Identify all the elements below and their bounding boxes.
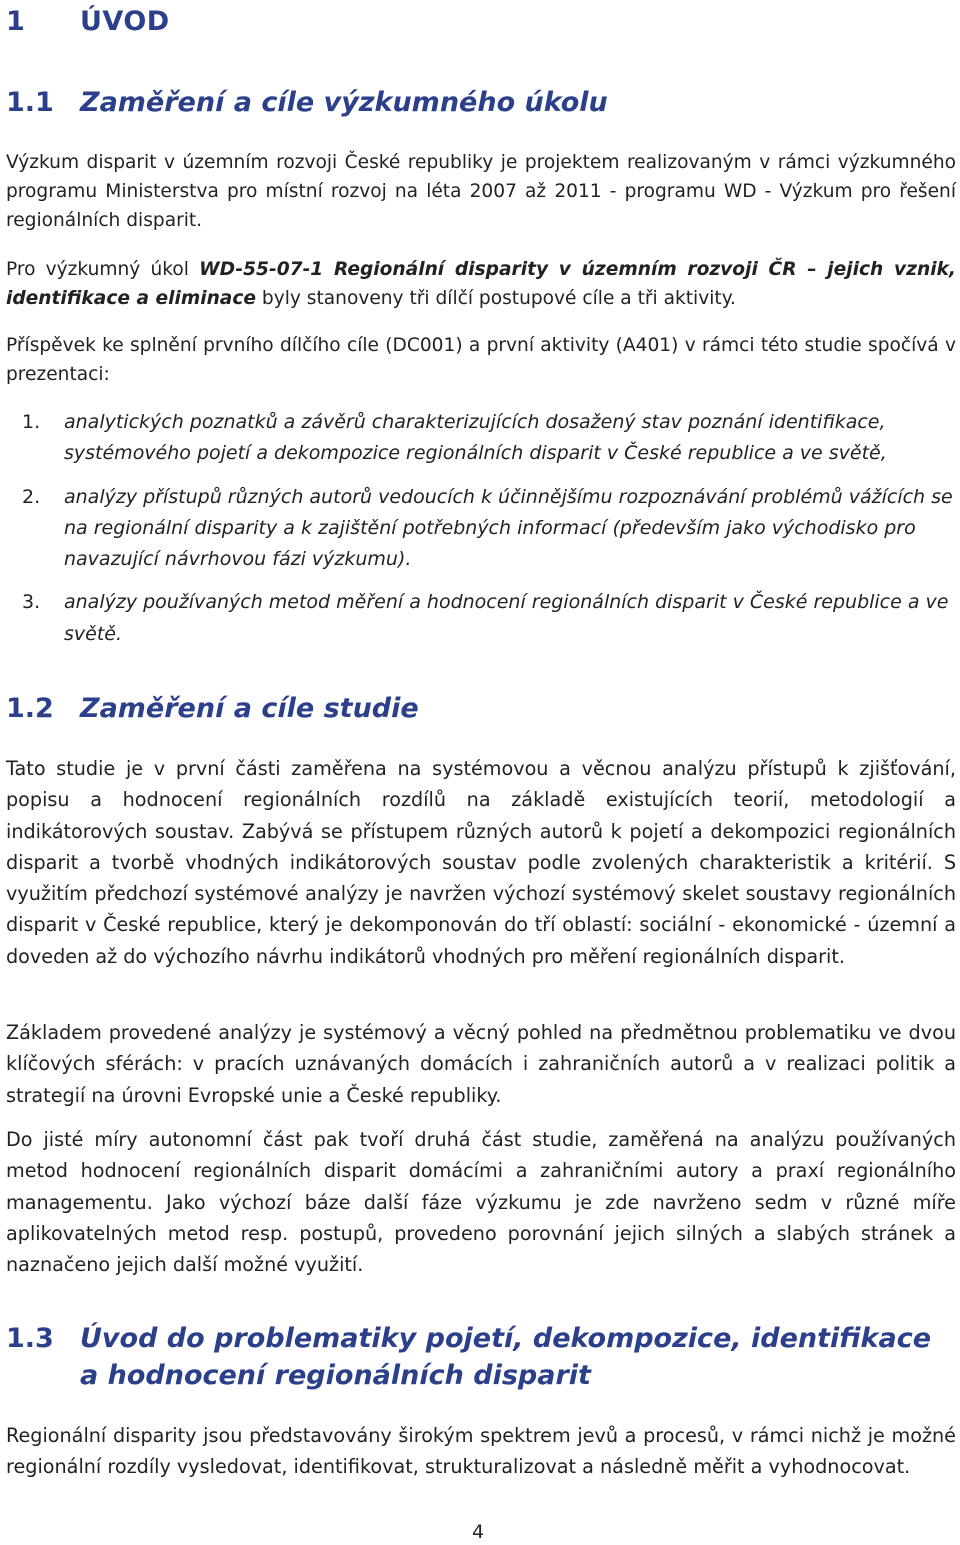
paragraph (6, 255, 956, 313)
list-number: 1. (22, 411, 41, 433)
list-number: 2. (22, 485, 41, 508)
project-title: WD-55-07-1 Regionální disparity v územním rozvoji ČR – jejich vznik, identifikace a eliminace (6, 259, 956, 309)
list-text: analytických poznatků a závěrů charakterizujících dosažený stav poznání identifikace, systémového pojetí a dekompozice regionálních disparit v České republice a ve světě, (64, 411, 887, 465)
paragraph: Základem provedené analýzy je systémový a věcný pohled na předmětnou problematiku ve dvou klíčových sférách: v pracích uznávaných domácích i zahraničních autorů a v realizaci politik a strategií na úrovni Evropské unie a České republiky. (6, 1021, 956, 1107)
list-item (6, 587, 956, 650)
paragraph: Do jisté míry autonomní část pak tvoří druhá část studie, zaměřená na analýzu používaných metod hodnocení regionálních disparit domácími a zahraničními autory a praxí regionálního managementu. Jako výchozí báze další fáze výzkumu je zde navrženo sedm v různé míře aplikovatelných metod resp. postupů, provedeno porovnání jejich silných a slabých stránek a naznačeno jejich další možné využití. (6, 1128, 956, 1277)
chapter-number: 1 (6, 6, 26, 37)
paragraph: Příspěvek ke splnění prvního dílčího cíle (DC001) a první aktivity (A401) v rámci této studie spočívá v prezentaci: (6, 335, 956, 385)
paragraph: Výzkum disparit v územním rozvoji České republiky je projektem realizovaným v rámci výzkumného programu Ministerstva pro místní rozvoj na léta 2007 až 2011 - programu WD - Výzkum pro řešení regionálních disparit. (6, 152, 956, 231)
paragraph-text: Pro výzkumný úkol (6, 259, 200, 280)
list-number: 3. (22, 591, 41, 614)
section-heading-1-2 (6, 690, 940, 727)
paragraph-text: byly stanoveny tři dílčí postupové cíle a tři aktivity. (256, 288, 736, 309)
list-item (6, 482, 956, 576)
section-heading-1-3 (6, 1320, 940, 1394)
section-title: Úvod do problematiky pojetí, dekompozice, identifikace a hodnocení regionálních disparit (80, 1323, 932, 1391)
section-number: 1.2 (6, 693, 54, 724)
list-text: analýzy přístupů různých autorů vedoucích k účinnějšímu rozpoznávání problémů vážících se na regionální disparity a k zajištění potřebných informací (především jako východisko pro navazující návrhovou fázi výzkumu). (64, 485, 953, 571)
chapter-title: ÚVOD (80, 6, 170, 37)
page-number: 4 (472, 1521, 485, 1543)
list-item (6, 407, 956, 470)
section-number: 1.3 (6, 1323, 54, 1354)
paragraph: Tato studie je v první části zaměřena na systémovou a věcnou analýzu přístupů k zjišťování, popisu a hodnocení regionálních rozdílů na základě existujících teorií, metodologií a indikátorových soustav. Zabývá se přístupem různých autorů k pojetí a dekompozici regionálních disparit a tvorbě vhodných indikátorových soustav podle zvolených charakteristik a kritérií. S využitím předchozí systémové analýzy je navržen výchozí systémový skelet soustavy regionálních disparit v České republice, který je dekomponován do tří oblastí: sociální - ekonomické - územní a doveden až do výchozího návrhu indikátorů vhodných pro měření regionálních disparit. (6, 757, 956, 968)
section-title: Zaměření a cíle studie (80, 693, 419, 724)
numbered-list (6, 407, 956, 662)
chapter-heading (6, 6, 170, 37)
section-heading-1-1 (6, 84, 940, 121)
section-title: Zaměření a cíle výzkumného úkolu (80, 87, 608, 118)
list-text: analýzy používaných metod měření a hodnocení regionálních disparit v České republice a ve světě. (64, 591, 949, 645)
section-number: 1.1 (6, 87, 54, 118)
paragraph: Regionální disparity jsou představovány širokým spektrem jevů a procesů, v rámci nichž je možné regionální rozdíly vysledovat, identifikovat, strukturalizovat a následně měřit a vyhodnocovat. (6, 1424, 956, 1479)
